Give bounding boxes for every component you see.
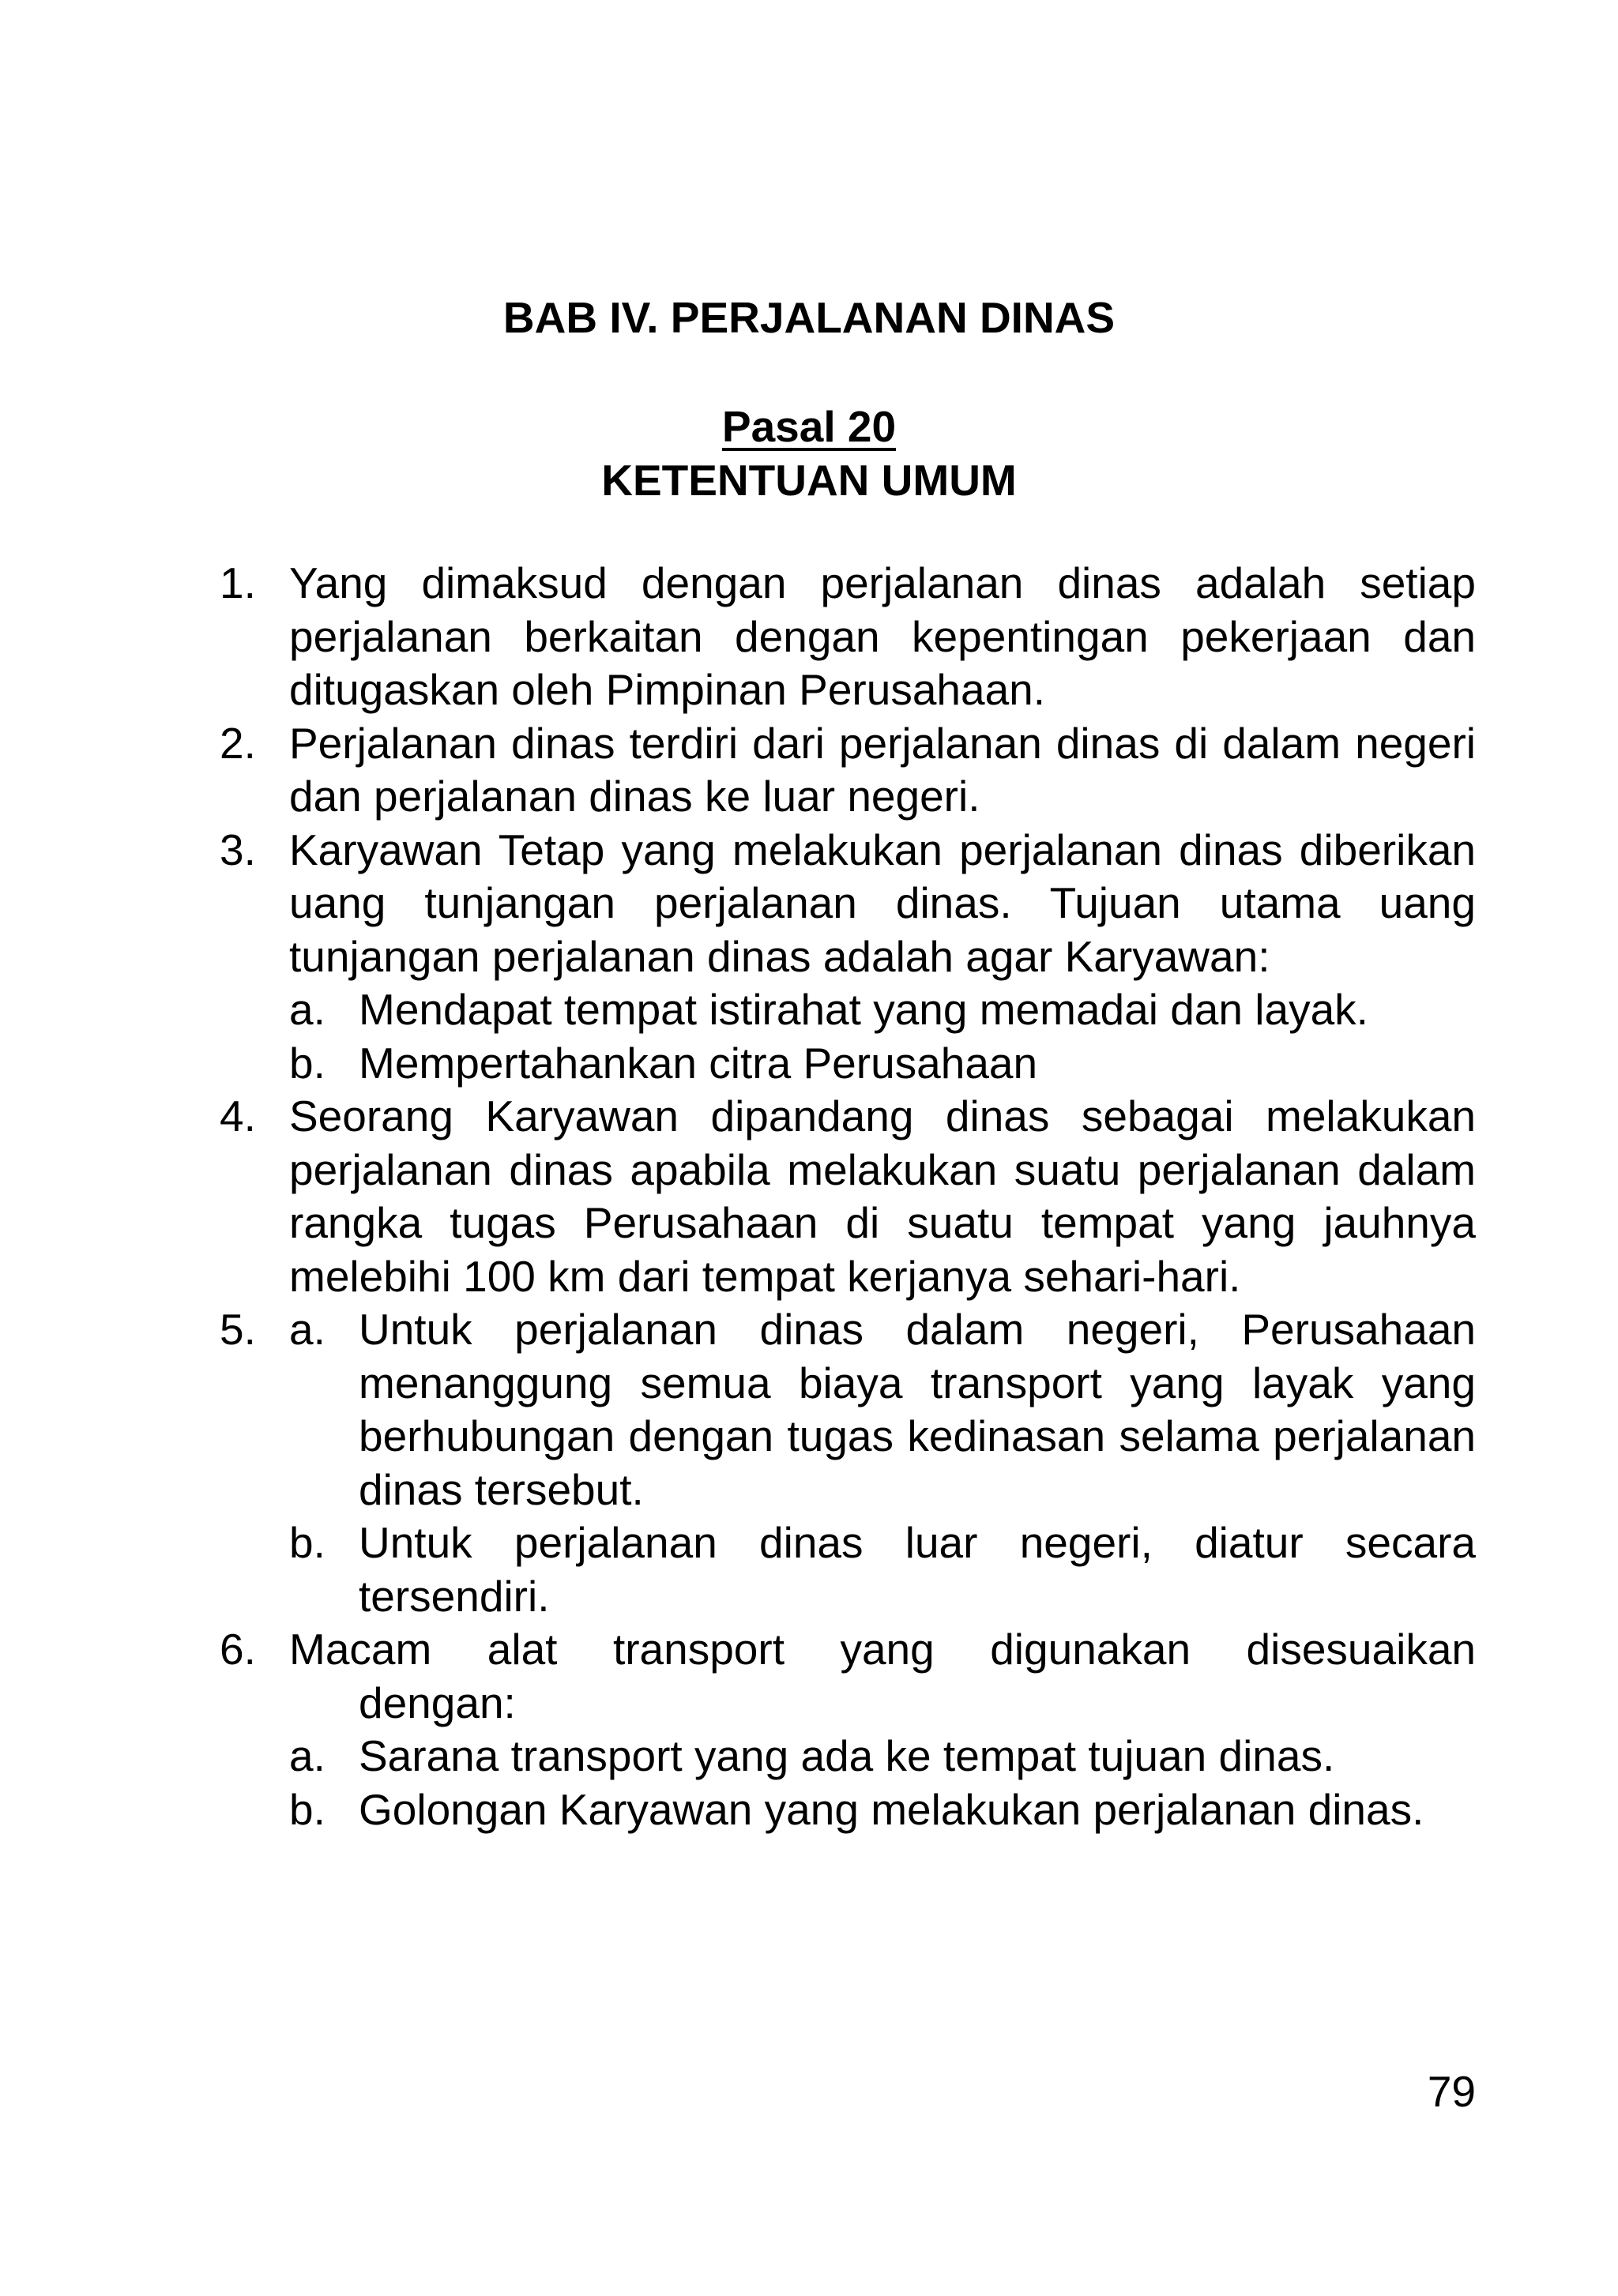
sub-item-a — [289, 1730, 1476, 1783]
sub-item-text: Sarana transport yang ada ke tempat tujuan dinas. — [359, 1731, 1335, 1780]
sub-item-b — [289, 1783, 1476, 1837]
sub-item-b — [289, 1037, 1476, 1091]
article-number: Pasal 20 — [721, 402, 897, 451]
article-heading — [0, 400, 1618, 507]
item-text: Yang dimaksud dengan perjalanan dinas adalah setiap perjalanan berkaitan dengan kepentingan pekerjaan dan ditugaskan oleh Pimpinan Perusahaan. — [289, 558, 1476, 714]
list-item-1 — [220, 557, 1476, 717]
sub-item-text: Golongan Karyawan yang melakukan perjalanan dinas. — [359, 1784, 1424, 1834]
sub-item-b — [289, 1516, 1476, 1623]
item-text: Seorang Karyawan dipandang dinas sebagai melakukan perjalanan dinas apabila melakukan suatu perjalanan dalam rangka tugas Perusahaan di suatu tempat yang jauhnya melebihi 100 km dari tempat kerjanya sehari-hari. — [289, 1092, 1476, 1301]
item-number: 1. — [220, 558, 256, 607]
list-item-2 — [220, 717, 1476, 824]
sub-item-label: b. — [289, 1784, 325, 1834]
sub-item-label: a. — [289, 1305, 325, 1354]
sub-item-a — [289, 983, 1476, 1037]
sub-item-text: Untuk perjalanan dinas dalam negeri, Perusahaan menanggung semua biaya transport yang layak yang berhubungan dengan tugas kedinasan selama perjalanan dinas tersebut. — [359, 1305, 1476, 1514]
list-item-3 — [220, 824, 1476, 1091]
item-number: 2. — [220, 718, 256, 768]
provisions-list — [220, 557, 1476, 1836]
sub-item-text: Untuk perjalanan dinas luar negeri, diatur secara tersendiri. — [359, 1518, 1476, 1621]
sub-item-label: b. — [289, 1038, 325, 1088]
item-text-cont: dengan: — [359, 1678, 516, 1727]
sub-item-label: a. — [289, 1731, 325, 1780]
item-text-continuation — [289, 1677, 1476, 1730]
list-item-5 — [220, 1303, 1476, 1623]
sub-item-text: Mempertahankan citra Perusahaan — [359, 1038, 1038, 1088]
sub-item-label: a. — [289, 985, 325, 1034]
item-text: Karyawan Tetap yang melakukan perjalanan dinas diberikan uang tunjangan perjalanan dinas. Tujuan utama uang tunjangan perjalanan dinas adalah agar Karyawan: — [289, 825, 1476, 981]
item-number: 6. — [220, 1625, 256, 1674]
item-text: Perjalanan dinas terdiri dari perjalanan dinas di dalam negeri dan perjalanan dinas ke luar negeri. — [289, 718, 1476, 821]
item-number: 5. — [220, 1305, 256, 1354]
list-item-4 — [220, 1090, 1476, 1303]
sub-item-label: b. — [289, 1518, 325, 1567]
chapter-title: BAB IV. PERJALANAN DINAS — [502, 293, 1116, 342]
list-item-6 — [220, 1623, 1476, 1836]
item-number: 3. — [220, 825, 256, 874]
item-number: 4. — [220, 1092, 256, 1140]
item-text: Macam alat transport yang digunakan disesuaikan — [289, 1625, 1476, 1674]
sub-item-a — [289, 1303, 1476, 1516]
sub-item-text: Mendapat tempat istirahat yang memadai dan layak. — [359, 985, 1368, 1034]
page-number: 79 — [1427, 2067, 1476, 2116]
article-title: KETENTUAN UMUM — [601, 456, 1017, 505]
